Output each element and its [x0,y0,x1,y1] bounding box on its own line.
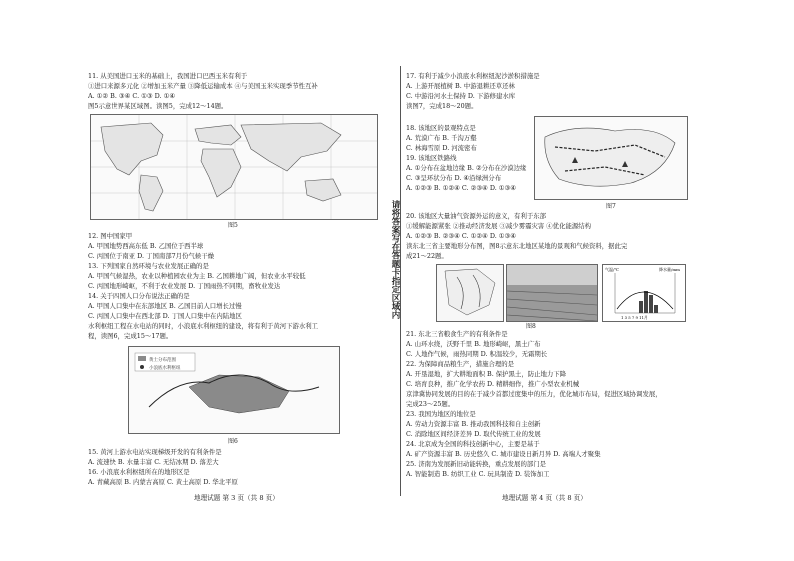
question-22: 22. 为保障商品粮生产，措施合理的是 [406,360,515,368]
question-16: 16. 小浪底水利枢纽所在的地形区是 [88,468,190,476]
question-18: 18. 该地区的景观特点是 [406,124,476,132]
fig8-precip-label: 降水量/mm [659,267,680,272]
figure-6-caption: 图6 [228,438,238,445]
question-21: 21. 东北三省粮食生产的有利条件是 [406,330,508,338]
page-4-footer: 地理试题 第 4 页（共 8 页） [502,494,587,502]
instruction-15-17-cont: 程，读图6，完成15～17题。 [88,332,173,340]
question-15-options: A. 流速快 B. 水量丰富 C. 无结冰期 D. 落差大 [88,458,219,466]
figure-5-world-map [90,114,378,220]
figure-5-caption: 图5 [228,222,238,229]
question-19-options: A. ①②③ B. ①②④ C. ②③④ D. ①③④ [406,184,516,192]
fig8-months: 1 3 5 7 9 11月 [621,315,648,320]
question-25-options: A. 智能制造 B. 纺织工业 C. 玩具制造 D. 装饰加工 [406,470,550,478]
question-19-items-1: A. ①分布在盆地边缘 B. ②分布在沙漠边缘 [406,164,527,172]
question-15: 15. 黄河上游水电站实现梯级开发的有利条件是 [88,448,222,456]
question-13-ab: A. 甲国气候湿热，农业以种植园农业为主 B. 乙国耕地广阔，但农业水平较低 [88,272,306,280]
question-14-ab: A. 甲国人口集中在东部地区 B. 乙国目前人口增长过慢 [88,302,242,310]
question-11-options: A. ①② B. ③④ C. ①③ D. ①④ [88,92,176,100]
page-4 [406,0,690,561]
instruction-18-20: 读图7，完成18～20题。 [406,102,478,110]
question-22-cd: C. 培育良种，推广化学农药 D. 精耕细作，推广小型农业机械 [406,380,580,388]
question-17-cd: C. 中游沿河水土保持 D. 下游修建水库 [406,92,516,100]
question-24: 24. 北京成为全国的科技创新中心，主要是基于 [406,440,540,448]
figure-8-northeast-map [436,264,504,322]
question-20-options: A. ①②③ B. ②③④ C. ①②④ D. ①③④ [406,232,516,240]
question-14-cd: C. 丙国人口集中在西北部 D. 丁国人口集中在内陆地区 [88,312,242,320]
instruction-12-14: 图5示意世界某区域图。读图5，完成12～14题。 [88,102,228,110]
fig6-legend-dam: 小浪底水利枢纽 [149,366,181,371]
question-23-cd: C. 消除地区间经济差异 D. 取代传统工业的发展 [406,430,541,438]
question-12-cd: C. 丙国位于南亚 D. 丁国南部7月份气候干燥 [88,252,215,260]
answer-area-notice: 请将答案写在答题卡指定区域内 [390,200,400,319]
question-18-ab: A. 荒漠广布 B. 千沟万壑 [406,134,477,142]
question-24-options: A. 矿产资源丰富 B. 历史悠久 C. 城市建设日新月异 D. 高端人才聚集 [406,450,601,458]
instruction-21-22-cont: 成21～22题。 [406,252,448,260]
figure-8-caption: 图8 [526,323,536,330]
question-11-items: ①进口来源多元化 ②增加玉米产量 ③降低运输成本 ④与美国玉米实现季节性互补 [88,82,318,90]
instruction-23-25: 京津冀协同发展的目的在于减少首都过度集中的压力，优化城市布局，促进区域协调发展， [406,390,662,398]
page-3-footer: 地理试题 第 3 页（共 8 页） [194,494,279,502]
instruction-23-25-cont: 完成23～25题。 [406,400,455,408]
question-25: 25. 济南为发展新旧动能转换，重点发展的部门是 [406,460,547,468]
instruction-21-22: 读东北三省主要地形分布图，图8示意东北地区某地的景观和气候资料，据此完 [406,242,628,250]
question-22-ab: A. 开垦湿地，扩大耕地面积 B. 保护黑土，防止地力下降 [406,370,567,378]
question-20-items: ①缓解能源紧张 ②推动经济发展 ③减少雾霾灾害 ④优化能源结构 [406,222,592,230]
question-11: 11. 从美国进口玉米的基础上，我国进口巴西玉米有利于 [88,72,248,80]
question-21-cd: C. 人地作气候，雨热同期 D. 积温较少，无霜期长 [406,350,548,358]
question-13-cd: C. 丙国地形崎岖，不利于农业发展 D. 丁国雨热不同期，畜牧业发达 [88,282,281,290]
question-12: 12. 图中国家甲 [88,232,133,240]
question-14: 14. 关于四国人口分布说法正确的是 [88,292,190,300]
question-17-ab: A. 上游开展植树 B. 中游退耕还草还林 [406,82,515,90]
question-21-ab: A. 山环水绕，沃野千里 B. 地形崎岖，黑土广布 [406,340,541,348]
question-17: 17. 有利于减少小浪底水利枢纽泥沙淤积措施是 [406,72,540,80]
figure-7-caption: 图7 [606,203,616,210]
page-3 [88,0,380,561]
figure-6-yellow-river-map [128,346,340,434]
figure-7-map [534,116,688,200]
question-18-cd: C. 林海雪原 D. 河流密布 [406,144,477,152]
question-16-options: A. 青藏高原 B. 内蒙古高原 C. 黄土高原 D. 华北平原 [88,478,238,486]
question-19-items-2: C. ③呈环状分布 D. ④沿绿洲分布 [406,174,502,182]
figure-8-climate-chart [602,264,686,322]
figure-8-landscape-photo [506,264,598,322]
instruction-15-17: 水利枢纽工程在水电站的同时，小浪底水利枢纽的建设，将有利于黄河下游水利工 [88,322,319,330]
question-20: 20. 该地区大量油气资源外运的意义，有利于东部 [406,212,547,220]
column-divider-line [400,66,401,496]
question-23-ab: A. 劳动力资源丰富 B. 推动我国科技和自主创新 [406,420,541,428]
question-23: 23. 我国为地区的地位是 [406,410,476,418]
question-13: 13. 下列国家自然环境与农业发展正确的是 [88,262,209,270]
question-12-ab: A. 甲国地势西高东低 B. 乙国位于西半球 [88,242,204,250]
fig6-legend-loess: 黄土分布范围 [149,358,176,363]
question-19: 19. 该地区铁路线 [406,154,457,162]
fig8-temp-label: 气温/℃ [605,267,619,272]
